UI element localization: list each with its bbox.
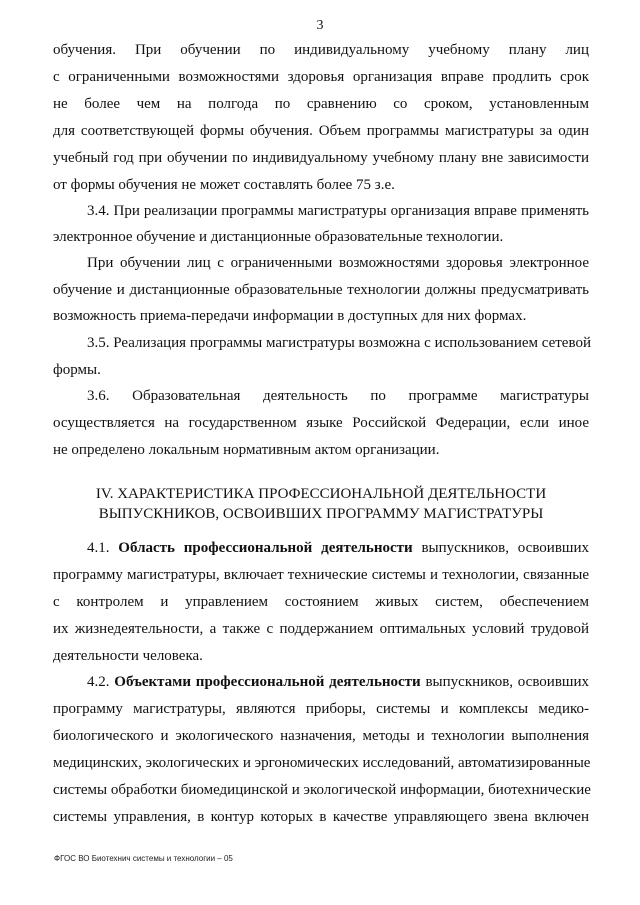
bold-term: Область профессиональной деятельности [118,540,413,556]
clause-text: выпускников, освоивших [420,674,589,690]
clause-number: 4.1. [87,540,119,556]
text-line: деятельности человека. [53,648,203,664]
text-line: не определено локальным нормативным актом организации. [53,442,440,458]
section-heading: ВЫПУСКНИКОВ, ОСВОИВШИХ ПРОГРАММУ МАГИСТРАТУРЫ [98,506,544,522]
text-line [53,538,589,558]
clause-number: 4.2. [87,674,115,690]
text-line: осуществляется на государственном языке Российской Федерации, если иное [53,415,589,431]
page-footer: ФГОС ВО Биотехнич системы и технологии – 05 [54,854,233,863]
page-number: 3 [316,18,324,33]
text-line: системы обработки биомедицинской и экологической информации, биотехнические [53,782,591,798]
text-line: 3.4. При реализации программы магистратуры организация вправе применять [87,203,589,219]
text-line: с контролем и управлением состоянием живых систем, обеспечением [53,594,589,610]
text-line: 3.6. Образовательная деятельность по программе магистратуры [87,388,589,404]
text-line: программу магистратуры, включает технические системы и технологии, связанные [53,567,589,583]
text-line: для соответствующей формы обучения. Объем программы магистратуры за один [53,123,589,139]
text-line: обучение и дистанционные образовательные технологии должны предусматривать [53,282,589,298]
text-line: программу магистратуры, являются приборы, системы и комплексы медико- [53,701,589,717]
text-line: биологического и экологического назначения, методы и технологии выполнения [53,728,589,744]
clause-text: выпускников, освоивших [412,540,589,556]
text-line: системы управления, в контур которых в качестве управляющего звена включен [53,809,589,825]
text-line: медицинских, экологических и эргономических исследований, автоматизированные [53,755,591,771]
text-line: не более чем на полгода по сравнению со сроком, установленным [53,96,589,112]
text-line: возможность приема-передачи информации в доступных для них формах. [53,308,527,324]
text-line: с ограниченными возможностями здоровья организация вправе продлить срок [53,69,589,85]
text-line: электронное обучение и дистанционные образовательные технологии. [53,229,504,245]
text-line: их жизнедеятельности, а также с поддержанием оптимальных условий трудовой [53,621,589,637]
section-heading: IV. ХАРАКТЕРИСТИКА ПРОФЕССИОНАЛЬНОЙ ДЕЯТЕЛЬНОСТИ [95,486,547,502]
text-line: формы. [53,362,101,378]
text-line: учебный год при обучении по индивидуальному учебному плану вне зависимости [53,150,589,166]
text-line: При обучении лиц с ограниченными возможностями здоровья электронное [87,255,589,271]
text-line: 3.5. Реализация программы магистратуры возможна с использованием сетевой [87,335,591,351]
text-line: обучения. При обучении по индивидуальному учебному плану лиц [53,42,589,58]
bold-term: Объектами профессиональной деятельности [114,674,421,690]
text-line [53,672,589,692]
text-line: от формы обучения не может составлять более 75 з.е. [53,177,395,193]
